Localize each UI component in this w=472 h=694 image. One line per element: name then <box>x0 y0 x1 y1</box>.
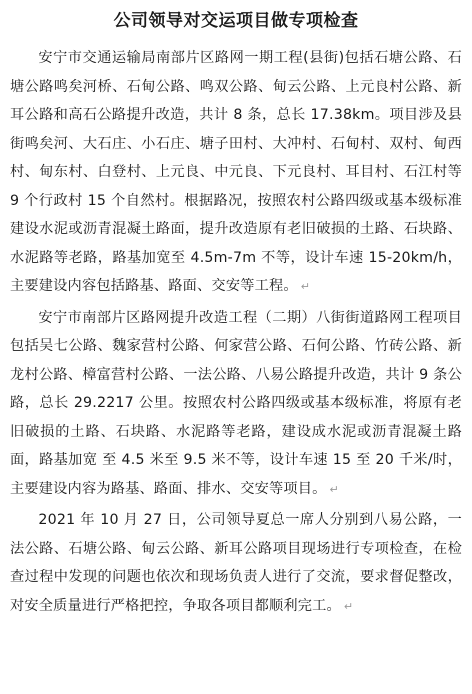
paragraph-mark-icon: ↵ <box>343 599 354 613</box>
paragraph-mark-icon: ↵ <box>329 482 339 496</box>
paragraph-3-text: 2021 年 10 月 27 日，公司领导夏总一席人分别到八易公路，一法公路、石塘公路、甸云公路、新耳公路项目现场进行专项检查，在检查过程中发现的问题也依次和现场负责人进行了交流，要求督促整改，对安全质量进行严格把控，争取各项目都顺利完工。 <box>10 512 462 614</box>
paragraph-mark-icon: ↵ <box>300 280 311 293</box>
paragraph-1-text: 安宁市交通运输局南部片区路网一期工程(县街)包括石塘公路、石塘公路鸣矣河桥、石甸公路、鸣双公路、甸云公路、上元良村公路、新耳公路和高石公路提升改造，共计 8 条，总长 17.38km。项目涉及县街鸣矣河、大石庄、小石庄、塘子田村、大冲村、石甸村、双村、甸西村、甸东村、白登村、上元良、中元良、下元良村、耳目村、石江村等 9 个行政村 15 个自然村。根据路况，按照农村公路四级或基本级标准建设水泥或沥青混凝土路面，提升改造原有老旧破损的土路、石块路、水泥路等老路，路基加宽至 4.5m-7m 不等，设计车速 15-20km/h，主要建设内容包括路基、路面、交安等工程。 <box>10 50 462 294</box>
paragraph-2 <box>10 304 462 505</box>
paragraph-3 <box>10 506 462 621</box>
document-title: 公司领导对交运项目做专项检查 <box>113 11 359 31</box>
paragraph-1 <box>10 44 462 302</box>
paragraph-2-text: 安宁市南部片区路网提升改造工程（二期）八街街道路网工程项目包括吴七公路、魏家营村公路、何家营公路、石何公路、竹砖公路、新龙村公路、樟富营村公路、一法公路、八易公路提升改造，共计 9 条公路，总长 29.2217 公里。按照农村公路四级或基本级标准，将原有老旧破损的土路、石块路、水泥路等老路，建设成水泥或沥青混凝土路面，路基加宽 至 4.5 米至 9.5 米不等，设计车速 15 至 20 千米/时，主要建设内容为路基、路面、排水、交安等项目。 <box>10 309 462 497</box>
